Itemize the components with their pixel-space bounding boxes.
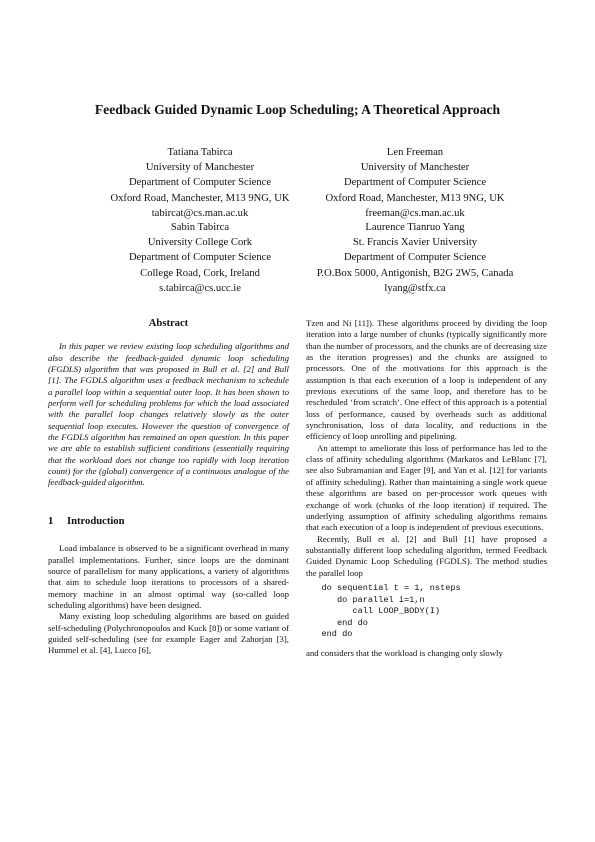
author-name: Tatiana Tabirca xyxy=(167,147,233,158)
author-email: lyang@stfx.ca xyxy=(384,282,446,294)
section-title: Introduction xyxy=(67,515,125,527)
author-department: Department of Computer Science xyxy=(343,177,487,189)
code-listing: do sequential t = 1, nsteps do parallel i=1,n call LOOP_BODY(I) end do end do xyxy=(321,582,461,640)
section-number: 1 xyxy=(48,515,54,527)
paragraph: and considers that the workload is changing only slowly xyxy=(306,647,503,658)
abstract-text: In this paper we review existing loop scheduling algorithms and also describe the feedback-guided dynamic loop scheduling (FGDLS) algorithm that was proposed in Bull et al. [2] and Bull [1]. The FGDLS algorithm uses a feedback mechanism to schedule a parallel loop within a sequential outer loop. It has been shown to perform well for scheduling problems for which the load associated with the parallel loop changes relatively slowly as the outer sequential loop executes. However the question of convergence of the FGDLS algorithm has remained an open question. In this paper we are able to establish sufficient conditions (essentially requiring that the workload does not change too rapidly with loop iteration count) for the (global) convergence of a continuous analogue of the feedback-guided algorithm. xyxy=(48,341,289,488)
paragraph: Load imbalance is observed to be a significant overhead in many parallel implementations. Further, since loops are the dominant source of parallelism for many applications, a variety of algorithms that aim to schedule loop iterations to processors of a shared-memory machine in an almost optimal way (so-called loop scheduling algorithms) have been designed. xyxy=(48,543,289,610)
author-address: College Road, Cork, Ireland xyxy=(140,267,260,279)
author-affiliation: University College Cork xyxy=(147,237,253,249)
author-email: freeman@cs.man.ac.uk xyxy=(365,207,465,219)
section-heading-introduction xyxy=(48,516,289,527)
author-affiliation: University of Manchester xyxy=(145,162,255,174)
author-name: Laurence Tianruo Yang xyxy=(365,222,465,233)
author-email: s.tabirca@cs.ucc.ie xyxy=(159,282,241,294)
author-affiliation: University of Manchester xyxy=(360,162,470,174)
author-address: Oxford Road, Manchester, M13 9NG, UK xyxy=(325,192,505,204)
author-block-2 xyxy=(300,145,530,221)
author-department: Department of Computer Science xyxy=(128,177,272,189)
paragraph: Recently, Bull et al. [2] and Bull [1] have proposed a substantially different loop scheduling algorithm, termed Feedback Guided Dynamic Loop Scheduling (FGDLS). The method studies the parallel loop xyxy=(306,533,547,578)
author-affiliation: St. Francis Xavier University xyxy=(352,237,478,249)
author-department: Department of Computer Science xyxy=(128,252,272,264)
author-name: Len Freeman xyxy=(386,147,444,158)
paragraph: Many existing loop scheduling algorithms are based on guided self-scheduling (Polychronopoulos and Kuck [8]) or some variant of guided self-scheduling (see for example Eager and Zahorjan [3], Hummel et al. [4], Lucco [6], xyxy=(48,611,289,656)
paragraph: Tzen and Ni [11]). These algorithms proceed by dividing the loop iteration into a large number of chunks (typically significantly more than the number of processors, and the chunks are of decreasing size as the iteration progresses) and the chunks are assigned to processors. One of the motivations for this approach is the assumption is that each execution of a loop is independent of any previous executions of the same loop, and therefore has to be rescheduled ‘from scratch’. One effect of this approach is a potential loss of performance, caused by overheads such as additional synchronisation, loss of data locality, and reductions in the efficiency of loop unrolling and pipelining. xyxy=(306,318,547,442)
right-column xyxy=(306,318,547,659)
left-column xyxy=(48,318,289,657)
author-email: tabircat@cs.man.ac.uk xyxy=(151,207,249,219)
author-name: Sabin Tabirca xyxy=(170,222,230,233)
author-block-1 xyxy=(85,145,315,221)
author-block-4 xyxy=(272,220,558,296)
paper-title: Feedback Guided Dynamic Loop Scheduling; A Theoretical Approach xyxy=(94,102,501,117)
author-address: Oxford Road, Manchester, M13 9NG, UK xyxy=(110,192,290,204)
paragraph: An attempt to ameliorate this loss of performance has led to the class of affinity scheduling algorithms (Markatos and LeBlanc [7], see also Subramanian and Eager [9], and Yan et al. [12] for variants of affinity scheduling). Rather than maintaining a single work queue these algorithms are based on per-processor work queues with exchange of work (chunks of the loop iteration) if required. The underlying assumption of affinity scheduling algorithms remains that each execution of a loop is independent of previous executions. xyxy=(306,442,547,533)
author-department: Department of Computer Science xyxy=(343,252,487,264)
author-address: P.O.Box 5000, Antigonish, B2G 2W5, Canada xyxy=(316,267,514,279)
abstract-heading: Abstract xyxy=(148,318,189,329)
